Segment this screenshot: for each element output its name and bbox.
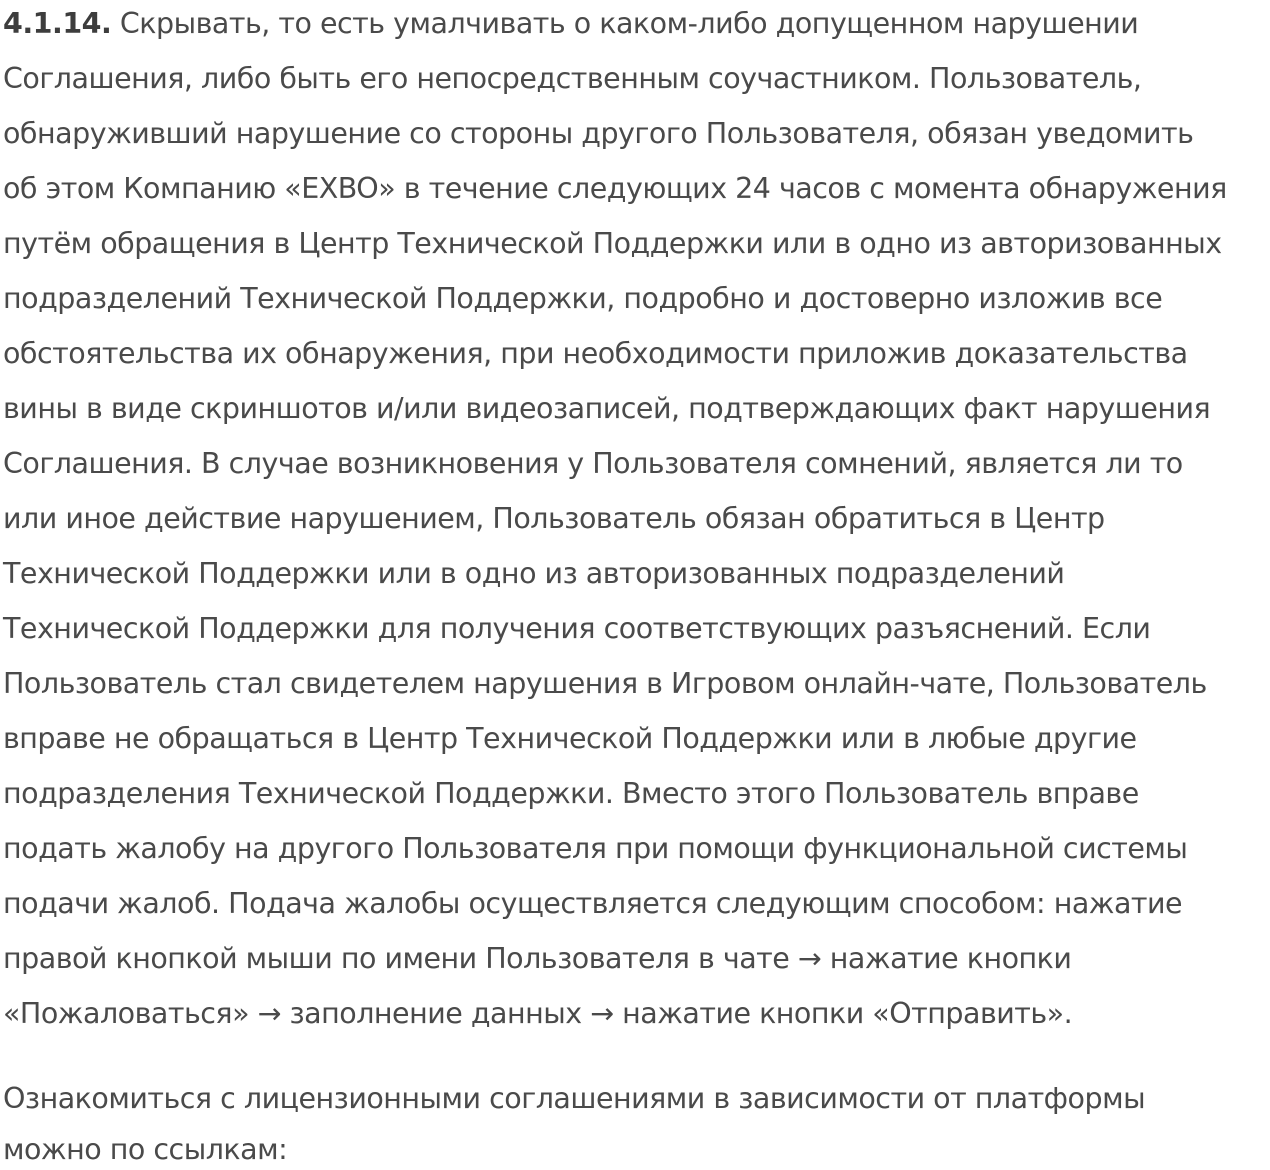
clause-line-1 <box>3 4 1138 44</box>
clause-line-15: подразделения Технической Поддержки. Вместо этого Пользователь вправе <box>3 777 1139 810</box>
clause-line-11: Технической Поддержки или в одно из авторизованных подразделений <box>3 557 1065 590</box>
clause-line-10: или иное действие нарушением, Пользователь обязан обратиться в Центр <box>3 502 1105 535</box>
clause-line-8: вины в виде скриншотов и/или видеозаписей, подтверждающих факт нарушения <box>3 392 1211 425</box>
clause-line-9: Соглашения. В случае возникновения у Пользователя сомнений, является ли то <box>3 447 1183 480</box>
clause-line-4: об этом Компанию «EXBO» в течение следующих 24 часов с момента обнаружения <box>3 172 1227 205</box>
clause-line-17: подачи жалоб. Подача жалобы осуществляется следующим способом: нажатие <box>3 887 1183 920</box>
clause-line-7: обстоятельства их обнаружения, при необходимости приложив доказательства <box>3 337 1188 370</box>
clause-line-2: Соглашения, либо быть его непосредственным соучастником. Пользователь, <box>3 62 1142 95</box>
clause-line-6: подразделений Технической Поддержки, подробно и достоверно изложив все <box>3 282 1163 315</box>
clause-line-3: обнаруживший нарушение со стороны другого Пользователя, обязан уведомить <box>3 117 1194 150</box>
clause-line-12: Технической Поддержки для получения соответствующих разъяснений. Если <box>3 612 1151 645</box>
clause-line-18: правой кнопкой мыши по имени Пользователя в чате → нажатие кнопки <box>3 942 1072 975</box>
licenses-line-1: Ознакомиться с лицензионными соглашениями в зависимости от платформы <box>3 1082 1146 1115</box>
licenses-line-2: можно по ссылкам: <box>3 1133 288 1166</box>
clause-number: 4.1.14. <box>3 7 112 40</box>
clause-line-5: путём обращения в Центр Технической Поддержки или в одно из авторизованных <box>3 227 1222 260</box>
clause-line-19: «Пожаловаться» → заполнение данных → нажатие кнопки «Отправить». <box>3 997 1073 1030</box>
clause-text: Скрывать, то есть умалчивать о каком-либо допущенном нарушении <box>111 7 1139 40</box>
clause-line-14: вправе не обращаться в Центр Технической Поддержки или в любые другие <box>3 722 1137 755</box>
clause-line-13: Пользователь стал свидетелем нарушения в Игровом онлайн-чате, Пользователь <box>3 667 1207 700</box>
clause-line-16: подать жалобу на другого Пользователя при помощи функциональной системы <box>3 832 1188 865</box>
